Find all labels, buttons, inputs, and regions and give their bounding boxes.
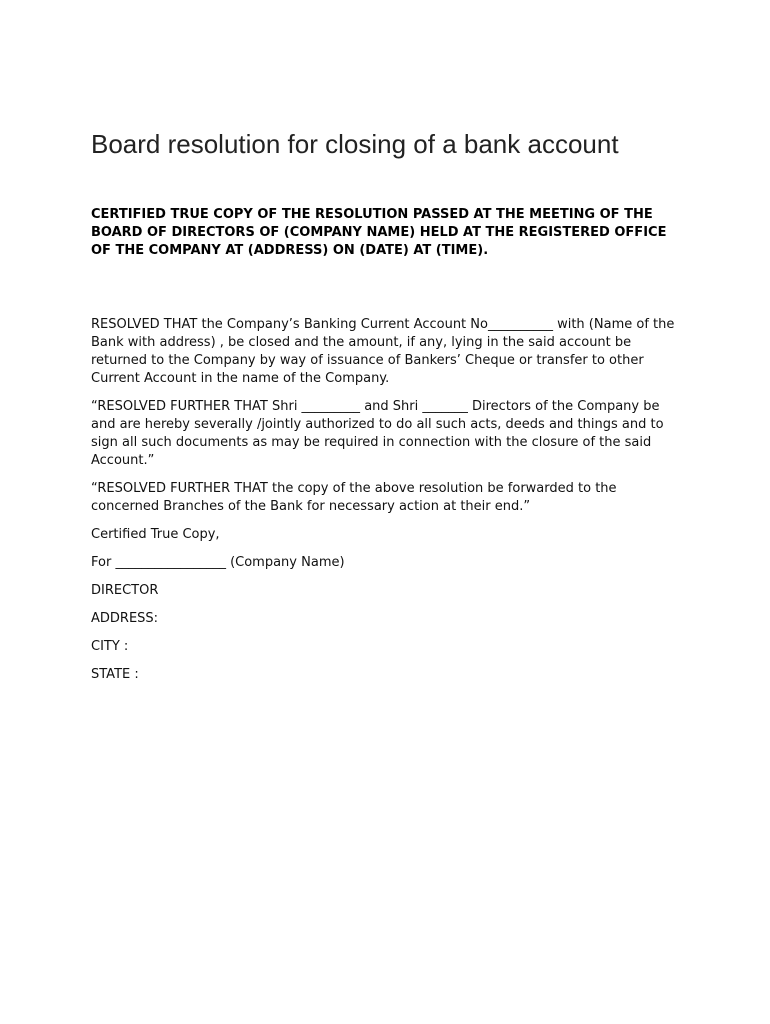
director-label: DIRECTOR — [91, 583, 159, 598]
company-name-line: For _________________ (Company Name) — [91, 555, 345, 570]
certified-true-copy-label: Certified True Copy, — [91, 527, 220, 542]
address-label: ADDRESS: — [91, 611, 159, 626]
city-label: CITY : — [91, 639, 129, 654]
resolution-forward-paragraph: “RESOLVED FURTHER THAT the copy of the above resolution be forwarded to the concerned Branches of the Bank for necessary action at their end.” — [91, 481, 617, 514]
resolution-body — [91, 316, 676, 694]
state-label: STATE : — [91, 667, 139, 682]
certified-copy-heading: CERTIFIED TRUE COPY OF THE RESOLUTION PASSED AT THE MEETING OF THE BOARD OF DIRECTORS OF (COMPANY NAME) HELD AT THE REGISTERED OFFICE OF THE COMPANY AT (ADDRESS) ON (DATE) AT (TIME). — [91, 207, 667, 258]
resolution-further-paragraph: “RESOLVED FURTHER THAT Shri _________ and Shri _______ Directors of the Company be and are hereby severally /jointly authorized to do all such acts, deeds and things and to sign all such documents as may be required in connection with the closure of the said Account.” — [91, 399, 664, 468]
document-title: Board resolution for closing of a bank account — [91, 129, 619, 159]
resolution-paragraph: RESOLVED THAT the Company’s Banking Current Account No__________ with (Name of the Bank with address) , be closed and the amount, if any, lying in the said account be returned to the Company by way of issuance of Bankers’ Cheque or transfer to other Current Account in the name of the Company. — [91, 317, 675, 386]
